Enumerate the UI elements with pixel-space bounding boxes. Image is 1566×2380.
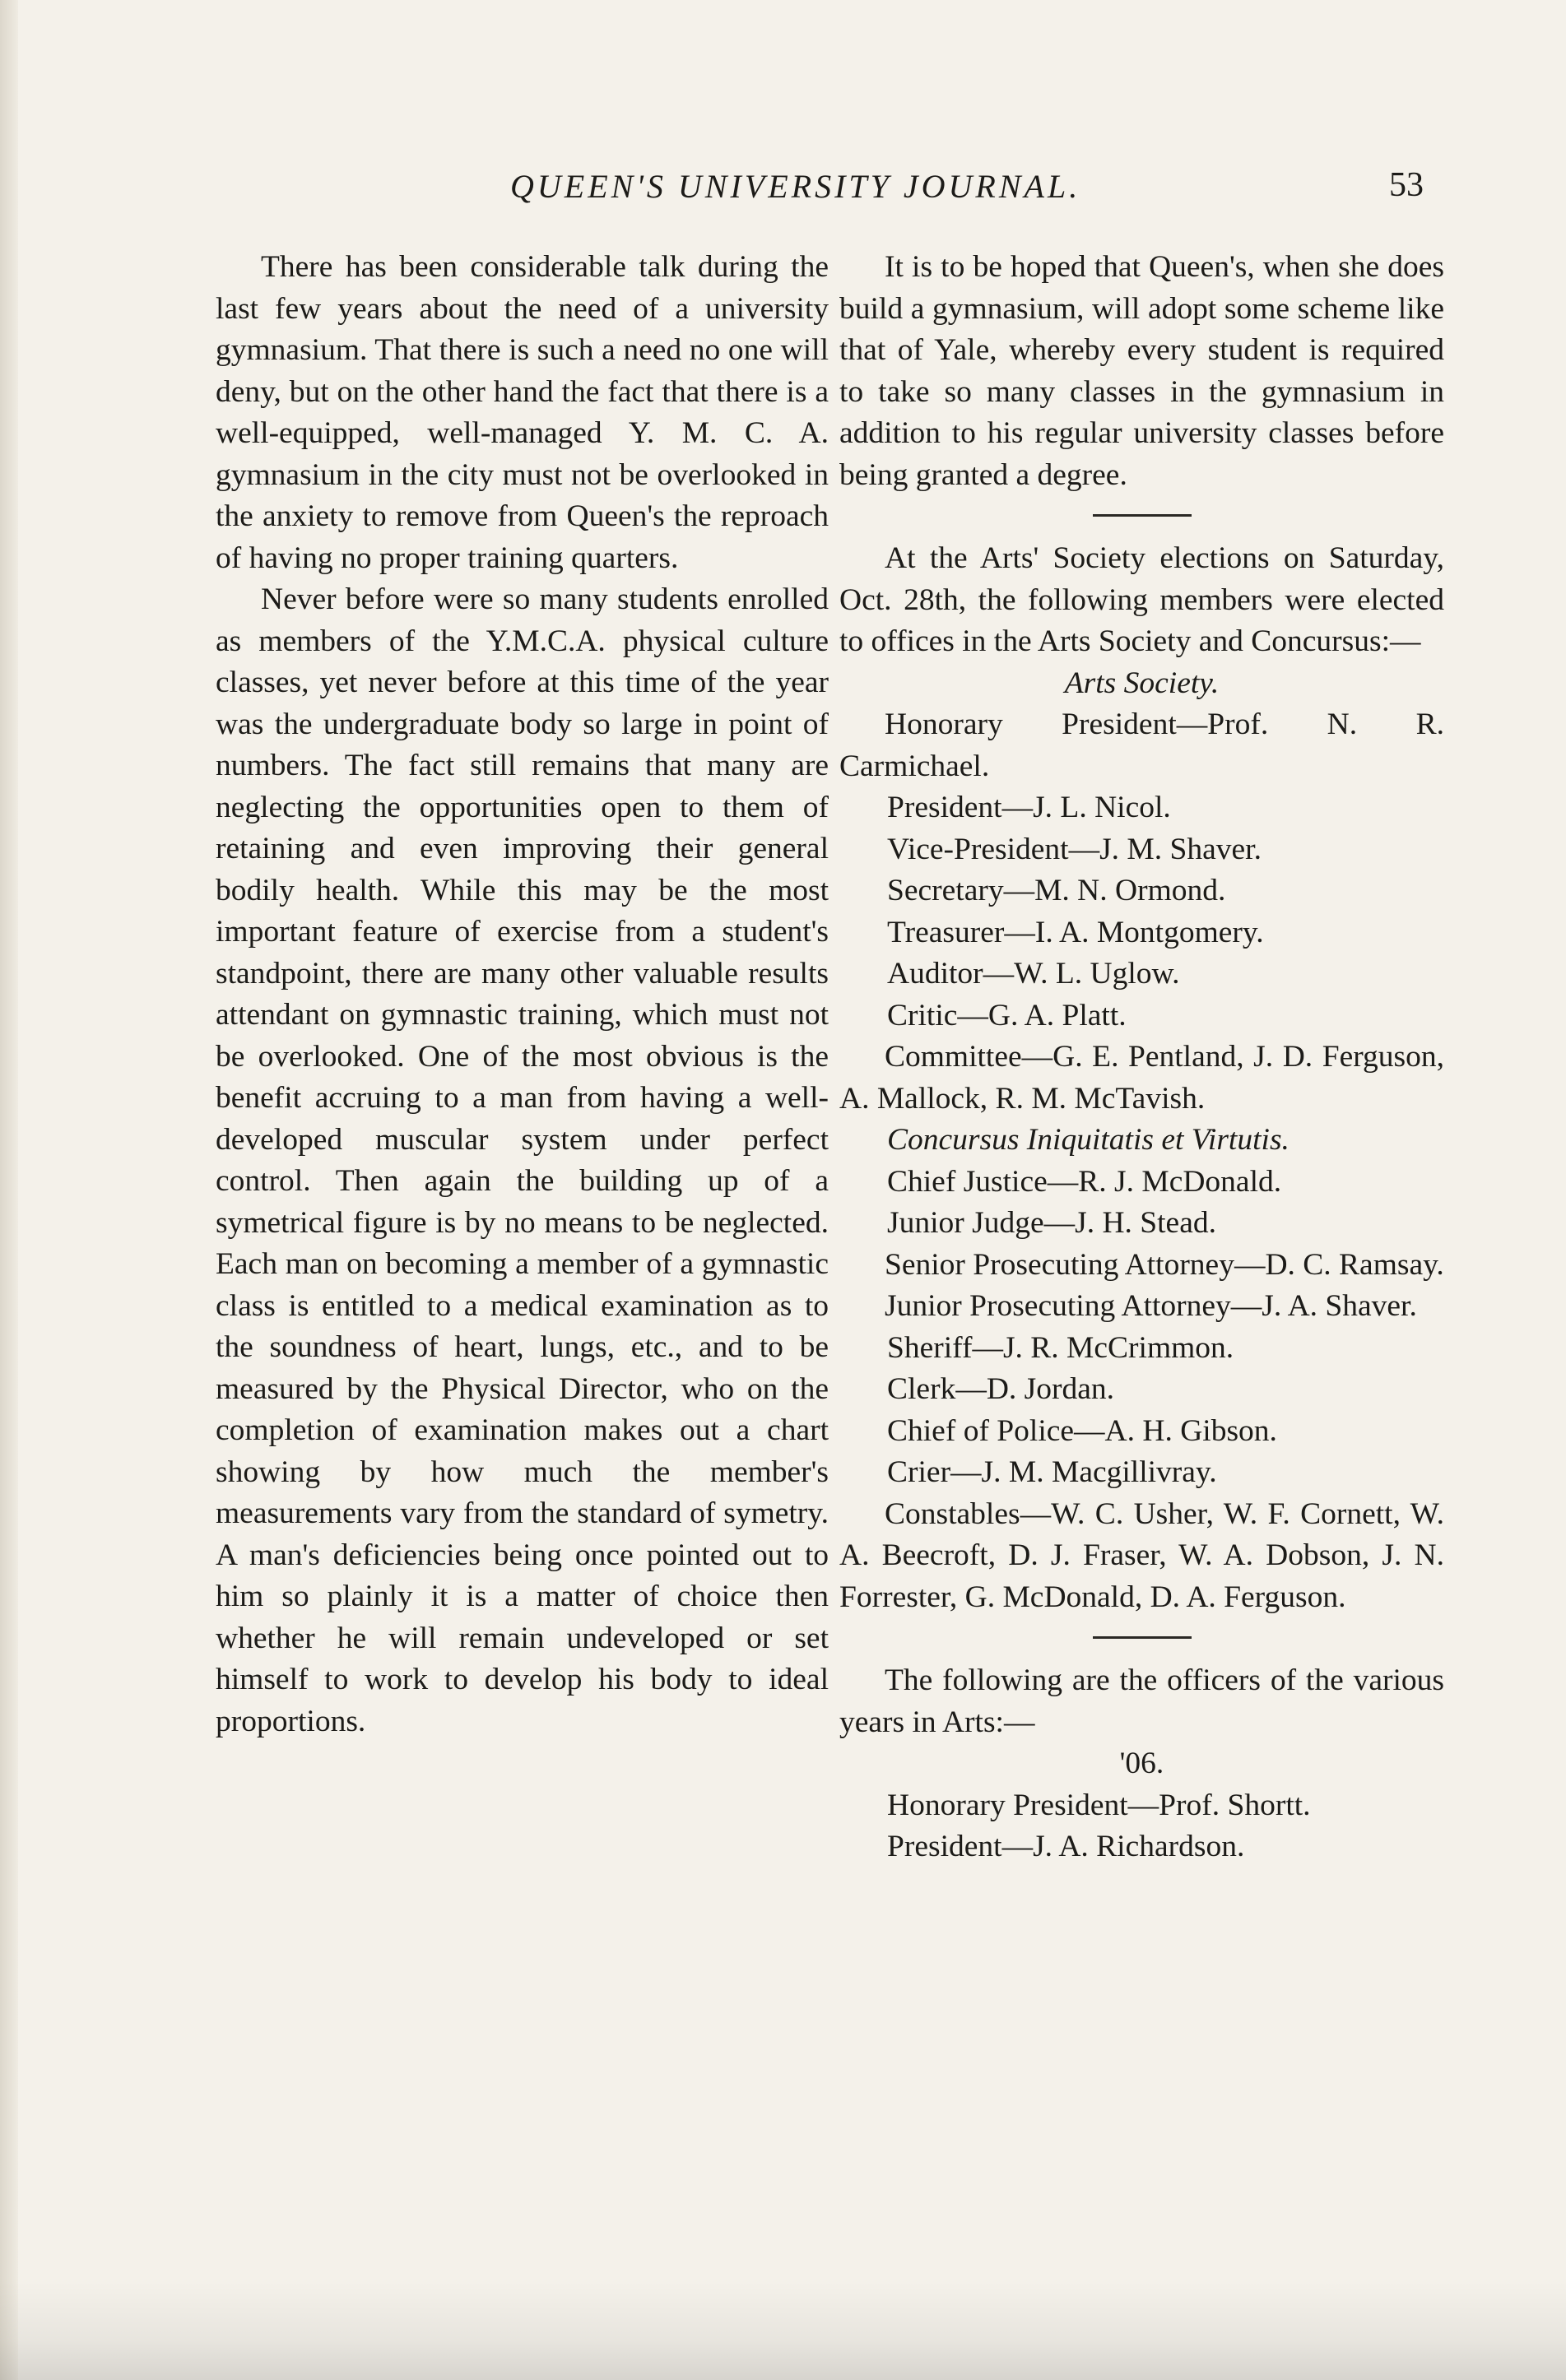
- ymca-classes-paragraph: Never before were so many students enrolled as members of the Y.M.C.A. physical culture classes, yet never before at this time of the year was the undergraduate body so large in point of numbers. The fact still remains that many are neglecting the opportunities open to them of retaining and even improving their general bodily health. While this may be the most important feature of exercise from a student's standpoint, there are many other valuable results attendant on gymnastic training, which must not be overlooked. One of the most obvious is the benefit accruing to a man from having a well-developed muscular system under perfect control. Then again the building up of a symetrical figure is by no means to be neglected. Each man on becoming a member of a gymnastic class is entitled to a medical examination as to the soundness of heart, lungs, etc., and to be measured by the Physical Director, who on the completion of examination makes out a chart showing by how much the member's measurements vary from the standard of symetry. A man's deficiencies being once pointed out to him so plainly it is a matter of choice then whether he will remain undeveloped or set himself to work to develop his body to ideal proportions.: [216, 582, 829, 1738]
- gymnasium-need-paragraph: There has been considerable talk during the last few years about the need of a university gymnasium. That there is such a need no one will deny, but on the other hand the fact that there is a well-equipped, well-managed Y. M. C. A. gymnasium in the city must not be overlooked in the anxiety to remove from Queen's the reproach of having no proper training quarters.: [216, 250, 829, 575]
- officer-line: Auditor—W. L. Uglow.: [887, 957, 1180, 991]
- officer-line: Clerk—D. Jordan.: [887, 1372, 1114, 1406]
- page-edge: [0, 0, 18, 2380]
- officer-line: Honorary President—Prof. Shortt.: [887, 1788, 1311, 1822]
- officer-line: Crier—J. M. Macgillivray.: [887, 1455, 1217, 1489]
- section-divider: [1093, 1636, 1192, 1639]
- page-bottom-shadow: [0, 2281, 1566, 2380]
- page-number: 53: [1389, 166, 1424, 204]
- officer-line: Critic—G. A. Platt.: [887, 998, 1127, 1032]
- officer-line: Committee—G. E. Pentland, J. D. Ferguson, A. Mallock, R. M. McTavish.: [839, 1040, 1444, 1116]
- officer-line: Chief Justice—R. J. McDonald.: [887, 1164, 1282, 1199]
- officer-line: Senior Prosecuting Attorney—D. C. Ramsay.: [885, 1247, 1444, 1282]
- officer-line: Treasurer—I. A. Montgomery.: [887, 915, 1264, 949]
- right-column: [839, 247, 1444, 1868]
- left-column: [216, 247, 829, 1742]
- officer-line: Vice-President—J. M. Shaver.: [887, 832, 1262, 866]
- year-heading: '06.: [1119, 1747, 1164, 1780]
- section-divider: [1093, 514, 1192, 517]
- page-header: [0, 160, 1566, 218]
- officer-line: President—J. A. Richardson.: [887, 1830, 1245, 1863]
- officer-line: Honorary President—Prof. N. R. Carmichael.: [839, 708, 1444, 783]
- journal-title: QUEEN'S UNIVERSITY JOURNAL.: [510, 168, 1081, 205]
- elections-paragraph: At the Arts' Society elections on Saturday, Oct. 28th, the following members were elected to offices in the Arts Society and Concursus:—: [839, 541, 1444, 658]
- officer-line: President—J. L. Nicol.: [887, 791, 1171, 824]
- officer-line: Constables—W. C. Usher, W. F. Cornett, W. A. Beecroft, D. J. Fraser, W. A. Dobson, J. N. Forrester, G. McDonald, D. A. Ferguson.: [839, 1496, 1444, 1614]
- concursus-heading: Concursus Iniquitatis et Virtutis.: [887, 1123, 1290, 1157]
- officer-line: Junior Judge—J. H. Stead.: [887, 1206, 1216, 1240]
- arts-society-heading: Arts Society.: [1064, 666, 1220, 700]
- yale-scheme-paragraph: It is to be hoped that Queen's, when she does build a gymnasium, will adopt some scheme like that of Yale, whereby every student is required to take so many classes in the gymnasium in addition to his regular university classes before being granted a degree.: [839, 250, 1444, 492]
- officer-line: Junior Prosecuting Attorney—J. A. Shaver.: [885, 1289, 1417, 1323]
- years-paragraph: The following are the officers of the various years in Arts:—: [839, 1663, 1444, 1739]
- officer-line: Sheriff—J. R. McCrimmon.: [887, 1330, 1234, 1365]
- officer-line: Chief of Police—A. H. Gibson.: [887, 1413, 1277, 1448]
- officer-line: Secretary—M. N. Ormond.: [887, 874, 1226, 907]
